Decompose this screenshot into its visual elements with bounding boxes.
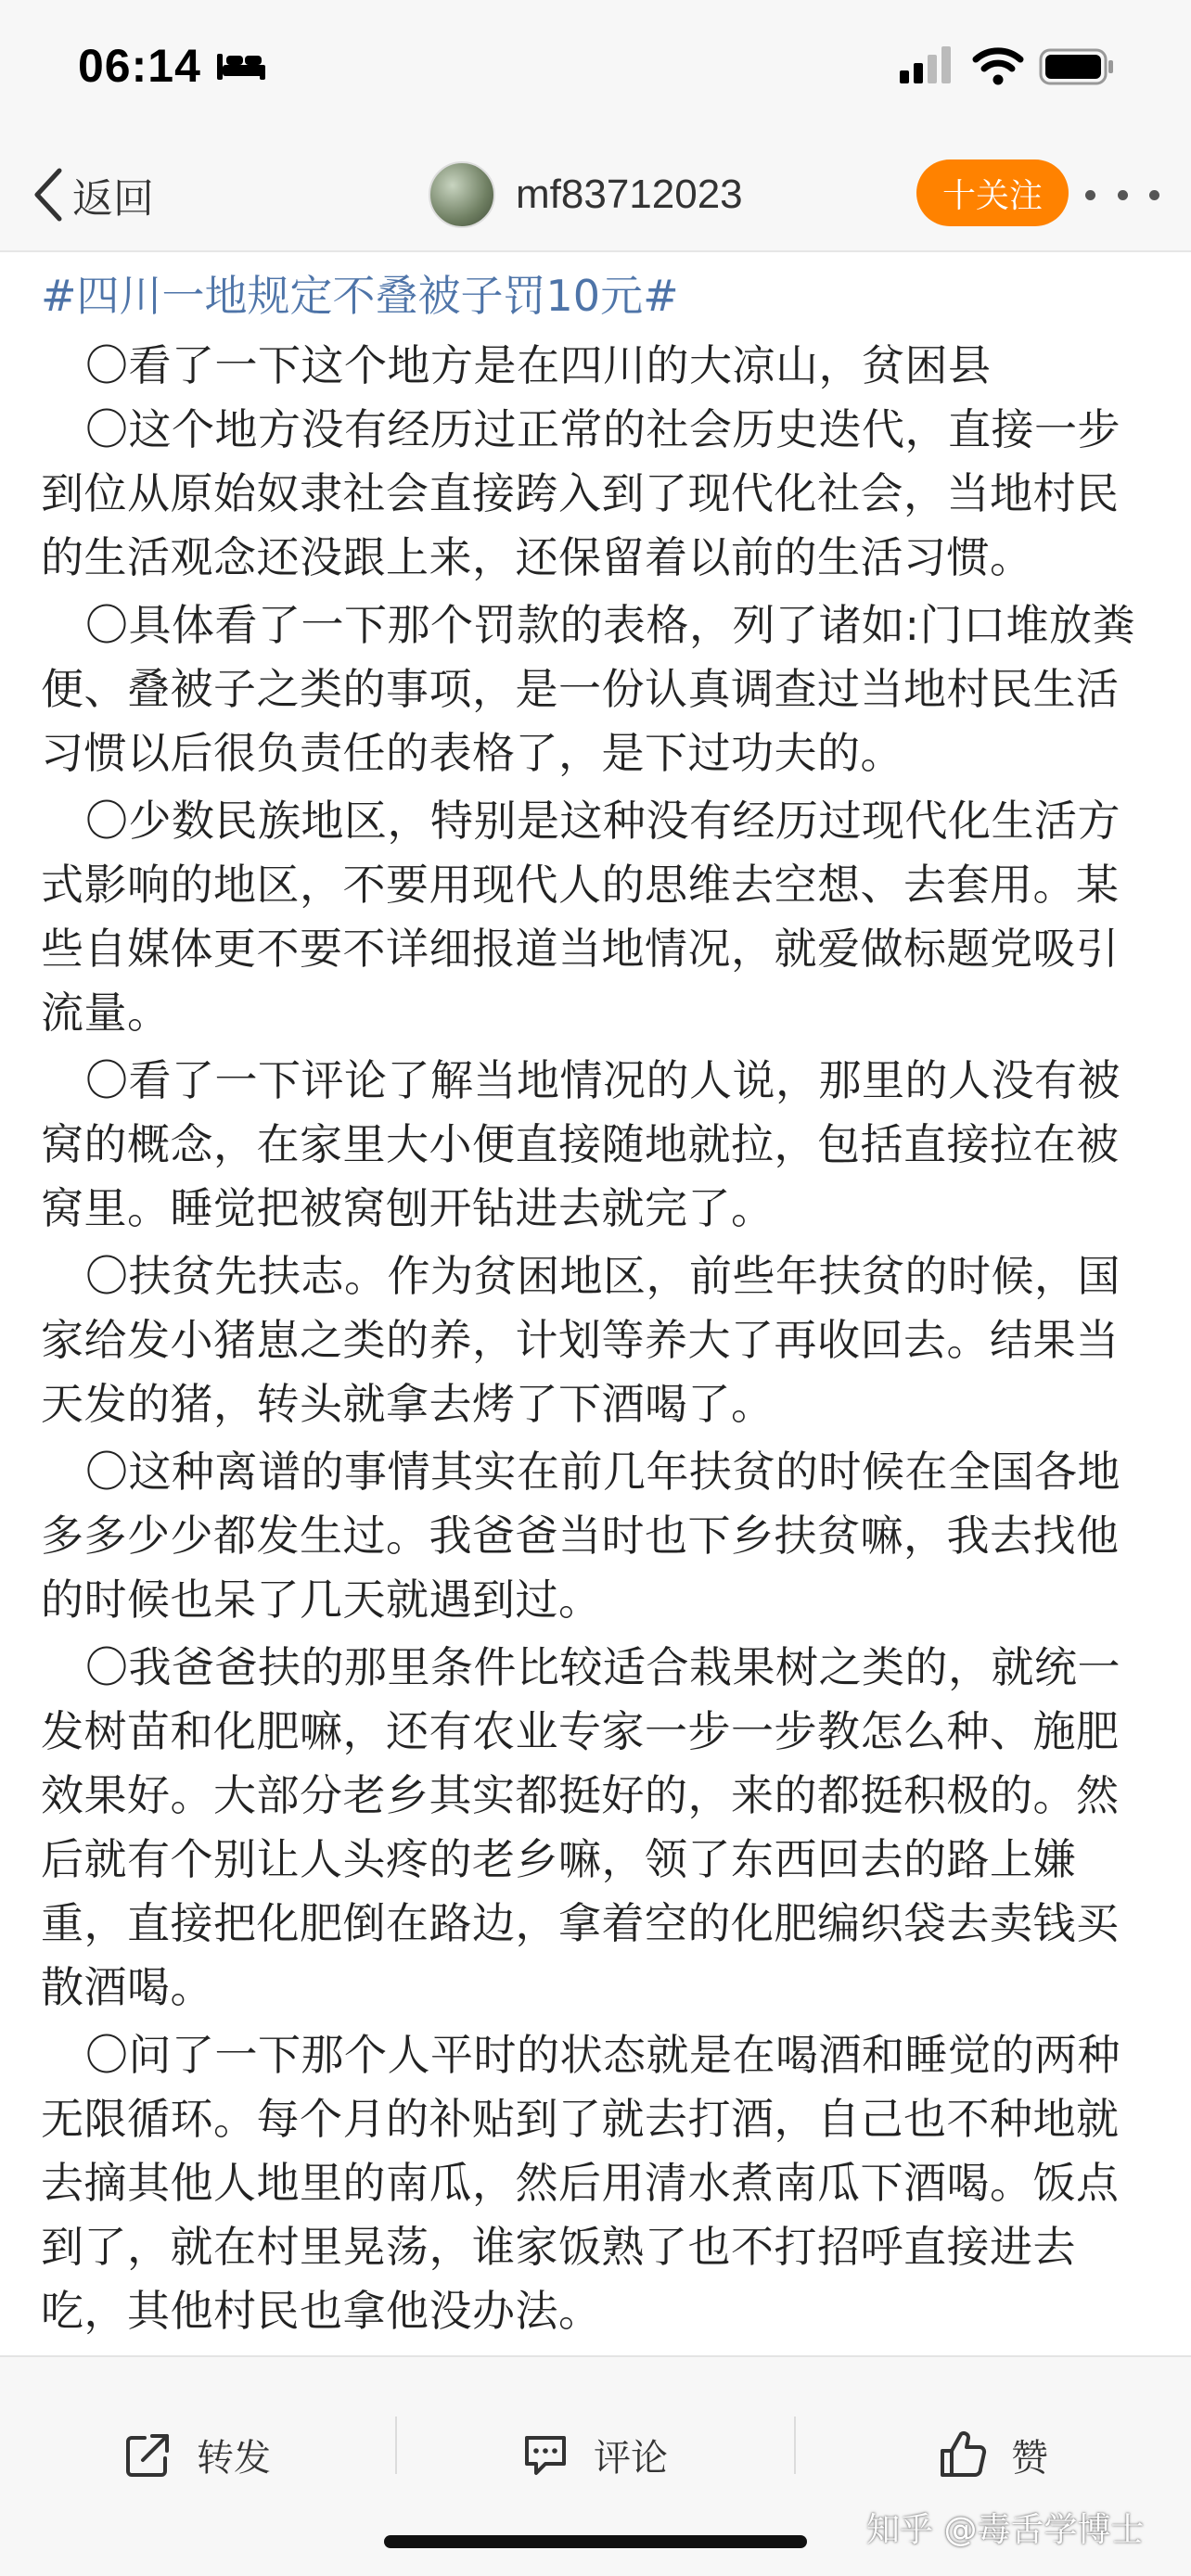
- like-button[interactable]: [796, 2404, 1191, 2506]
- repost-icon: [124, 2430, 173, 2479]
- post-paragraph: 〇这个地方没有经历过正常的社会历史迭代，直接一步到位从原始奴隶社会直接跨入到了现代化社会，当地村民的生活观念还没跟上来，还保留着以前的生活习惯。: [41, 404, 1121, 582]
- post-paragraph: 〇看了一下这个地方是在四川的大凉山，贫困县: [85, 340, 992, 390]
- like-icon: [939, 2430, 987, 2479]
- hashtag-link[interactable]: #四川一地规定不叠被子罚10元#: [41, 271, 679, 321]
- sleep-icon: [215, 50, 267, 82]
- wifi-icon: [972, 45, 1024, 85]
- post-paragraph: 〇这种离谱的事情其实在前几年扶贫的时候在全国各地多多少少都发生过。我爸爸当时也下乡扶贫嘛，我去找他的时候也呆了几天就遇到过。: [41, 1447, 1121, 1625]
- post-paragraph: 〇看了一下评论了解当地情况的人说，那里的人没有被窝的概念，在家里大小便直接随地就拉，包括直接拉在被窝里。睡觉把被窝刨开钻进去就完了。: [41, 1055, 1121, 1233]
- battery-icon: [1039, 48, 1115, 85]
- more-dot-icon: [1118, 190, 1128, 200]
- comment-button[interactable]: [397, 2404, 792, 2506]
- status-bar: [0, 0, 1191, 139]
- post-paragraph: 〇少数民族地区，特别是这种没有经历过现代化生活方式影响的地区，不要用现代人的思维去空想、去套用。某些自媒体更不要不详细报道当地情况，就爱做标题党吸引流量。: [41, 796, 1121, 1038]
- back-label: 返回: [72, 175, 154, 223]
- nav-bar: [0, 139, 1191, 252]
- more-options-button[interactable]: [1085, 167, 1159, 223]
- username[interactable]: mf83712023: [516, 172, 743, 217]
- user-header[interactable]: [429, 159, 743, 230]
- more-dot-icon: [1149, 190, 1159, 200]
- status-time: 06:14: [78, 40, 201, 92]
- back-chevron-icon: [32, 167, 65, 223]
- avatar[interactable]: [429, 161, 495, 228]
- back-button[interactable]: [32, 159, 154, 230]
- repost-label: 转发: [197, 2436, 271, 2480]
- signal-icon: [900, 46, 954, 83]
- post-paragraph: 〇我爸爸扶的那里条件比较适合栽果树之类的，就统一发树苗和化肥嘛，还有农业专家一步一步教怎么种、施肥效果好。大部分老乡其实都挺好的，来的都挺积极的。然后就有个别让人头疼的老乡嘛，领了东西回去的路上嫌重，直接把化肥倒在路边，拿着空的化肥编织袋去卖钱买散酒喝。: [41, 1642, 1121, 2012]
- comment-label: 评论: [594, 2436, 668, 2480]
- home-indicator[interactable]: [384, 2535, 807, 2548]
- post-paragraph: 〇具体看了一下那个罚款的表格，列了诸如:门口堆放粪便、叠被子之类的事项，是一份认真调查过当地村民生活习惯以后很负责任的表格了，是下过功夫的。: [41, 600, 1135, 778]
- repost-button[interactable]: [0, 2404, 395, 2506]
- post-paragraph: 〇问了一下那个人平时的状态就是在喝酒和睡觉的两种无限循环。每个月的补贴到了就去打酒，自己也不种地就去摘其他人地里的南瓜，然后用清水煮南瓜下酒喝。饭点到了，就在村里晃荡，谁家饭熟了也不打招呼直接进去吃，其他村民也拿他没办法。: [41, 2030, 1121, 2336]
- follow-button[interactable]: 十关注: [916, 159, 1069, 226]
- like-label: 赞: [1011, 2436, 1048, 2480]
- more-dot-icon: [1085, 190, 1095, 200]
- comment-icon: [521, 2430, 570, 2479]
- post-paragraph: 〇扶贫先扶志。作为贫困地区，前些年扶贫的时候，国家给发小猪崽之类的养，计划等养大了再收回去。结果当天发的猪，转头就拿去烤了下酒喝了。: [41, 1251, 1121, 1429]
- post-content: [41, 258, 1154, 2355]
- watermark: 知乎 @毒舌学博士: [866, 2511, 1145, 2549]
